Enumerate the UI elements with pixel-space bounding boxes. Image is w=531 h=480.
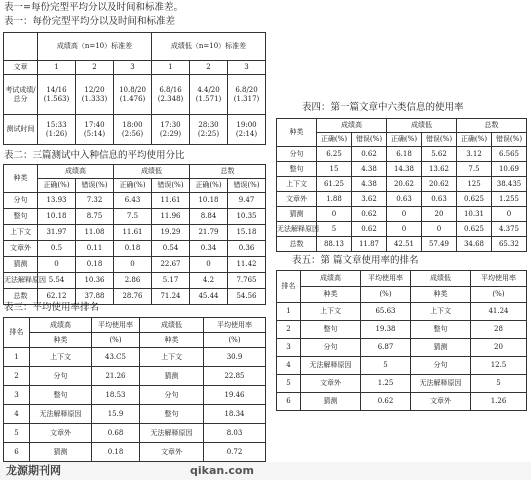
table-cell: 0.18: [76, 257, 114, 273]
t4-header-total: 总数: [457, 119, 527, 133]
t2-subheader: 正确(%): [190, 179, 228, 193]
row-label: 5: [4, 424, 30, 443]
table-cell: 0.625: [457, 192, 492, 207]
t1-row-label-score: 考试成绩/总分: [4, 75, 38, 115]
table-cell: 分句: [140, 386, 204, 405]
row-label: 1: [4, 348, 30, 367]
table-cell: 0.63: [387, 192, 422, 207]
table-cell: 28.76: [114, 289, 152, 305]
table2: [3, 164, 266, 305]
row-label: 6: [4, 443, 30, 462]
table-cell: 15: [317, 162, 352, 177]
table-cell: 1.26: [471, 393, 527, 411]
t5-header-low: 成绩低: [411, 271, 471, 287]
table-row: [277, 162, 527, 177]
row-label: 4: [4, 405, 30, 424]
table-cell: 10.69: [492, 162, 527, 177]
row-label: 文章外: [4, 241, 38, 257]
table-row: [4, 225, 266, 241]
t4-header-high: 成绩高: [317, 119, 387, 133]
table-cell: 0.72: [204, 443, 266, 462]
t3-header-high: 成绩高: [30, 318, 92, 333]
table-cell: 文章外: [30, 424, 92, 443]
table-row: [4, 405, 266, 424]
table-cell: 62.12: [38, 289, 76, 305]
table-cell: 0.63: [422, 192, 457, 207]
t1-cell: 19:00 (2:14): [228, 115, 266, 145]
footer-bar: [0, 462, 531, 480]
table-row: [4, 386, 266, 405]
t1-cell: 14/16 (1.563): [38, 75, 76, 115]
table-cell: 21.26: [92, 367, 140, 386]
table-row: [277, 207, 527, 222]
t3-header-rank: 排名: [4, 318, 30, 348]
t1-num: 1: [152, 61, 190, 75]
row-label: 猜测: [277, 207, 317, 222]
table-cell: 14.38: [387, 162, 422, 177]
table4: [276, 118, 527, 252]
table-cell: 上下文: [301, 303, 361, 321]
table-cell: 0.18: [114, 241, 152, 257]
table-cell: 整句: [30, 386, 92, 405]
table-cell: 10.31: [457, 207, 492, 222]
site-url: qikan.com: [190, 464, 254, 477]
table-row: [277, 303, 527, 321]
t1-row-label-article: 文章: [4, 61, 38, 75]
table-cell: 猜测: [30, 443, 92, 462]
t5-header-rate2: 平均使用率: [471, 271, 527, 287]
table-cell: 6.25: [317, 147, 352, 162]
t5-header-high: 成绩高: [301, 271, 361, 287]
table-cell: 34.68: [457, 237, 492, 252]
table1: [3, 32, 266, 145]
table-cell: 0: [492, 207, 527, 222]
t3-header-rate1: 平均使用率: [92, 318, 140, 333]
table-cell: 20: [471, 339, 527, 357]
t1-cell: 4.4/20 (1.571): [190, 75, 228, 115]
table-cell: 5.62: [422, 147, 457, 162]
table-cell: 31.97: [38, 225, 76, 241]
t2-subheader: 错误(%): [76, 179, 114, 193]
t1-cell: 17:30 (2:29): [152, 115, 190, 145]
table-cell: 2.86: [114, 273, 152, 289]
t3-header-low: 成绩低: [140, 318, 204, 333]
table-cell: 5: [361, 357, 411, 375]
table-cell: 0: [190, 257, 228, 273]
table-cell: 上下文: [140, 348, 204, 367]
table-cell: 5.17: [152, 273, 190, 289]
row-label: 猜测: [4, 257, 38, 273]
row-label: 分句: [277, 147, 317, 162]
table-row: [277, 357, 527, 375]
table-cell: 11.87: [352, 237, 387, 252]
table-cell: 上下文: [30, 348, 92, 367]
table-cell: 20: [422, 207, 457, 222]
table-cell: 0.34: [190, 241, 228, 257]
t5-header-rank: 排名: [277, 271, 301, 303]
site-logo: 龙源期刊网: [6, 464, 61, 477]
table-row: [277, 192, 527, 207]
t3-header-rate2: 平均使用率: [204, 318, 266, 333]
table-row: [4, 424, 266, 443]
table-cell: 7.5: [457, 162, 492, 177]
t5-subheader-pct: (%): [361, 287, 411, 303]
row-label: 3: [4, 386, 30, 405]
t1-cell: 12/20 (1.333): [76, 75, 114, 115]
t3-subheader-kind: 种类: [30, 333, 92, 348]
table-cell: 文章外: [140, 443, 204, 462]
t1-cell: 28:30 (2:25): [190, 115, 228, 145]
row-label: 2: [4, 367, 30, 386]
table-cell: 125: [457, 177, 492, 192]
t2-subheader: 错误(%): [152, 179, 190, 193]
t2-subheader: 正确(%): [114, 179, 152, 193]
table-cell: 15.9: [92, 405, 140, 424]
t4-subheader: 正确(%): [317, 133, 352, 147]
table-cell: 45.44: [190, 289, 228, 305]
table-cell: 无法解释原因: [30, 405, 92, 424]
table-cell: 15.18: [228, 225, 266, 241]
table-cell: 0: [387, 207, 422, 222]
t1-num: 2: [76, 61, 114, 75]
table-cell: 42.51: [387, 237, 422, 252]
table-cell: 43.C5: [92, 348, 140, 367]
table-cell: 28: [471, 321, 527, 339]
table-cell: 0.62: [352, 222, 387, 237]
table-cell: 20.62: [387, 177, 422, 192]
table-cell: 分句: [301, 339, 361, 357]
table-cell: 猜测: [301, 393, 361, 411]
row-label: 1: [277, 303, 301, 321]
table-row: [4, 443, 266, 462]
table-cell: 4.375: [492, 222, 527, 237]
t5-subheader-kind: 种类: [411, 287, 471, 303]
table-cell: 整句: [140, 405, 204, 424]
t2-header-low: 成绩低: [114, 165, 190, 179]
row-label: 3: [277, 339, 301, 357]
t2-subheader: 正确(%): [38, 179, 76, 193]
table-cell: 11.08: [76, 225, 114, 241]
table-cell: 6.43: [114, 193, 152, 209]
row-label: 4: [277, 357, 301, 375]
table-row: [277, 237, 527, 252]
t1-header-high: 成绩高（n=10）标准差: [38, 33, 152, 61]
t5-subheader-pct: (%): [471, 287, 527, 303]
table-cell: 3.62: [352, 192, 387, 207]
t5-header-rate1: 平均使用率: [361, 271, 411, 287]
table-cell: 0.68: [92, 424, 140, 443]
table-cell: 0: [38, 257, 76, 273]
t4-header-low: 成绩低: [387, 119, 457, 133]
table-cell: 11.96: [152, 209, 190, 225]
table-cell: 20.62: [422, 177, 457, 192]
table2-caption: 表二：三篇测试中入种信息的平均使用分比: [4, 150, 185, 161]
table-cell: 10.36: [76, 273, 114, 289]
table-cell: 0.36: [228, 241, 266, 257]
table-cell: 8.75: [76, 209, 114, 225]
table-cell: 22.85: [204, 367, 266, 386]
table-row: [277, 375, 527, 393]
table-cell: 上下文: [411, 303, 471, 321]
table-cell: 文章外: [411, 393, 471, 411]
table-row: [4, 273, 266, 289]
t4-subheader: 错误(%): [422, 133, 457, 147]
table-row: [277, 147, 527, 162]
t1-num: 1: [38, 61, 76, 75]
table-cell: 61.25: [317, 177, 352, 192]
t1-cell: 18:00 (2:56): [114, 115, 152, 145]
row-label: 2: [277, 321, 301, 339]
table-cell: 0.625: [457, 222, 492, 237]
table-cell: 10.18: [38, 209, 76, 225]
table-row: [277, 339, 527, 357]
table-row: [277, 393, 527, 411]
table4-caption: 表四：第一篇文章中六类信息的使用率: [302, 102, 464, 113]
t1-cell: 6.8/16 (2.348): [152, 75, 190, 115]
table-cell: 猜测: [140, 367, 204, 386]
table-cell: 5.54: [38, 273, 76, 289]
table5: [276, 270, 527, 411]
t5-subheader-kind: 种类: [301, 287, 361, 303]
table-cell: 12.5: [471, 357, 527, 375]
table-cell: 4.38: [352, 177, 387, 192]
table-cell: 41.24: [471, 303, 527, 321]
table-cell: 88.13: [317, 237, 352, 252]
table-cell: 7.32: [76, 193, 114, 209]
table-cell: 18.53: [92, 386, 140, 405]
table-cell: 19.46: [204, 386, 266, 405]
table-cell: 19.38: [361, 321, 411, 339]
table-row: [4, 193, 266, 209]
table-cell: 0: [317, 207, 352, 222]
table-cell: 整句: [411, 321, 471, 339]
table-cell: 6.18: [387, 147, 422, 162]
t3-subheader-kind: 种类: [140, 333, 204, 348]
t4-subheader: 正确(%): [457, 133, 492, 147]
row-label: 无法解释原因: [277, 222, 317, 237]
table-cell: 22.67: [152, 257, 190, 273]
table-cell: 无法解释原因: [411, 375, 471, 393]
row-label: 整句: [277, 162, 317, 177]
table-cell: 1.255: [492, 192, 527, 207]
table-cell: 0.54: [152, 241, 190, 257]
table-cell: 6.565: [492, 147, 527, 162]
table-cell: 10.18: [190, 193, 228, 209]
t1-cell: 15:33 (1:26): [38, 115, 76, 145]
table-cell: 37.88: [76, 289, 114, 305]
t1-cell: 6.8/20 (1.317): [228, 75, 266, 115]
table-cell: 分句: [411, 357, 471, 375]
row-label: 上下文: [4, 225, 38, 241]
table-cell: 54.56: [228, 289, 266, 305]
table-cell: 7.5: [114, 209, 152, 225]
table-cell: 0.62: [352, 207, 387, 222]
table-row: [4, 257, 266, 273]
t4-subheader: 错误(%): [492, 133, 527, 147]
table-cell: 11.42: [228, 257, 266, 273]
table-row: [277, 177, 527, 192]
table-row: [277, 321, 527, 339]
table1-caption: 表一=每份完型平均分以及时间和标准差。: [4, 2, 183, 13]
table-cell: 文章外: [301, 375, 361, 393]
t4-header-kind: 种类: [277, 119, 317, 147]
row-label: 文章外: [277, 192, 317, 207]
table-row: [4, 209, 266, 225]
t3-subheader-pct: (%): [92, 333, 140, 348]
table-cell: 0.11: [76, 241, 114, 257]
row-label: 总数: [4, 289, 38, 305]
table-cell: 4.38: [352, 162, 387, 177]
t2-subheader: 错误(%): [228, 179, 266, 193]
table-cell: 38.435: [492, 177, 527, 192]
row-label: 整句: [4, 209, 38, 225]
row-label: 分句: [4, 193, 38, 209]
table-cell: 0.5: [38, 241, 76, 257]
table-row: [4, 348, 266, 367]
table-row: [4, 241, 266, 257]
table-cell: 19.29: [152, 225, 190, 241]
table-cell: 0: [422, 222, 457, 237]
t1-cell: 10.8/20 (1.476): [114, 75, 152, 115]
table-cell: 无法解释原因: [140, 424, 204, 443]
table-cell: 71.24: [152, 289, 190, 305]
table-cell: 10.35: [228, 209, 266, 225]
table5-caption: 表五：第 篇文章使用率的排名: [292, 255, 419, 266]
t2-header-high: 成绩高: [38, 165, 114, 179]
t1-header-low: 成绩低（n=10）标准差: [152, 33, 266, 61]
row-label: 6: [277, 393, 301, 411]
t4-subheader: 错误(%): [352, 133, 387, 147]
t2-header-total: 总数: [190, 165, 266, 179]
table-cell: 30.9: [204, 348, 266, 367]
t1-row-label-time: 测试时间: [4, 115, 38, 145]
table-cell: 5: [317, 222, 352, 237]
t1-num: 3: [114, 61, 152, 75]
table-cell: 6.87: [361, 339, 411, 357]
table-cell: 11.61: [152, 193, 190, 209]
t1-cell: 17:40 (5:14): [76, 115, 114, 145]
table-cell: 11.61: [114, 225, 152, 241]
table-cell: 8.03: [204, 424, 266, 443]
table-cell: 5: [471, 375, 527, 393]
table3-caption: 表三：平均使用率排名: [4, 302, 100, 313]
table-cell: 13.62: [422, 162, 457, 177]
row-label: 无法解释原因: [4, 273, 38, 289]
table-row: [4, 367, 266, 386]
table-cell: 0.62: [361, 393, 411, 411]
t4-subheader: 正确(%): [387, 133, 422, 147]
table-cell: 0.62: [352, 147, 387, 162]
table-cell: 3.12: [457, 147, 492, 162]
table-cell: 0: [114, 257, 152, 273]
table-cell: 8.84: [190, 209, 228, 225]
row-label: 上下文: [277, 177, 317, 192]
table-cell: 7.765: [228, 273, 266, 289]
table-cell: 1.88: [317, 192, 352, 207]
table-cell: 65.32: [492, 237, 527, 252]
table-cell: 65.63: [361, 303, 411, 321]
table1-subcaption: 表一：每份完型平均分以及时间和标准差: [4, 16, 176, 27]
table-cell: 9.47: [228, 193, 266, 209]
table-cell: 4.2: [190, 273, 228, 289]
table-cell: 21.79: [190, 225, 228, 241]
table-cell: 57.49: [422, 237, 457, 252]
table-cell: 1.25: [361, 375, 411, 393]
table-cell: 0: [387, 222, 422, 237]
t1-num: 3: [228, 61, 266, 75]
t1-num: 2: [190, 61, 228, 75]
table-cell: 分句: [30, 367, 92, 386]
table-row: [277, 222, 527, 237]
t3-subheader-pct: (%): [204, 333, 266, 348]
table3: [3, 317, 266, 462]
table-cell: 猜测: [411, 339, 471, 357]
table-cell: 13.93: [38, 193, 76, 209]
table-cell: 整句: [301, 321, 361, 339]
row-label: 5: [277, 375, 301, 393]
row-label: 总数: [277, 237, 317, 252]
table-cell: 18.34: [204, 405, 266, 424]
t2-header-kind: 种类: [4, 165, 38, 193]
table-cell: 0.18: [92, 443, 140, 462]
table-cell: 无法解释原因: [301, 357, 361, 375]
